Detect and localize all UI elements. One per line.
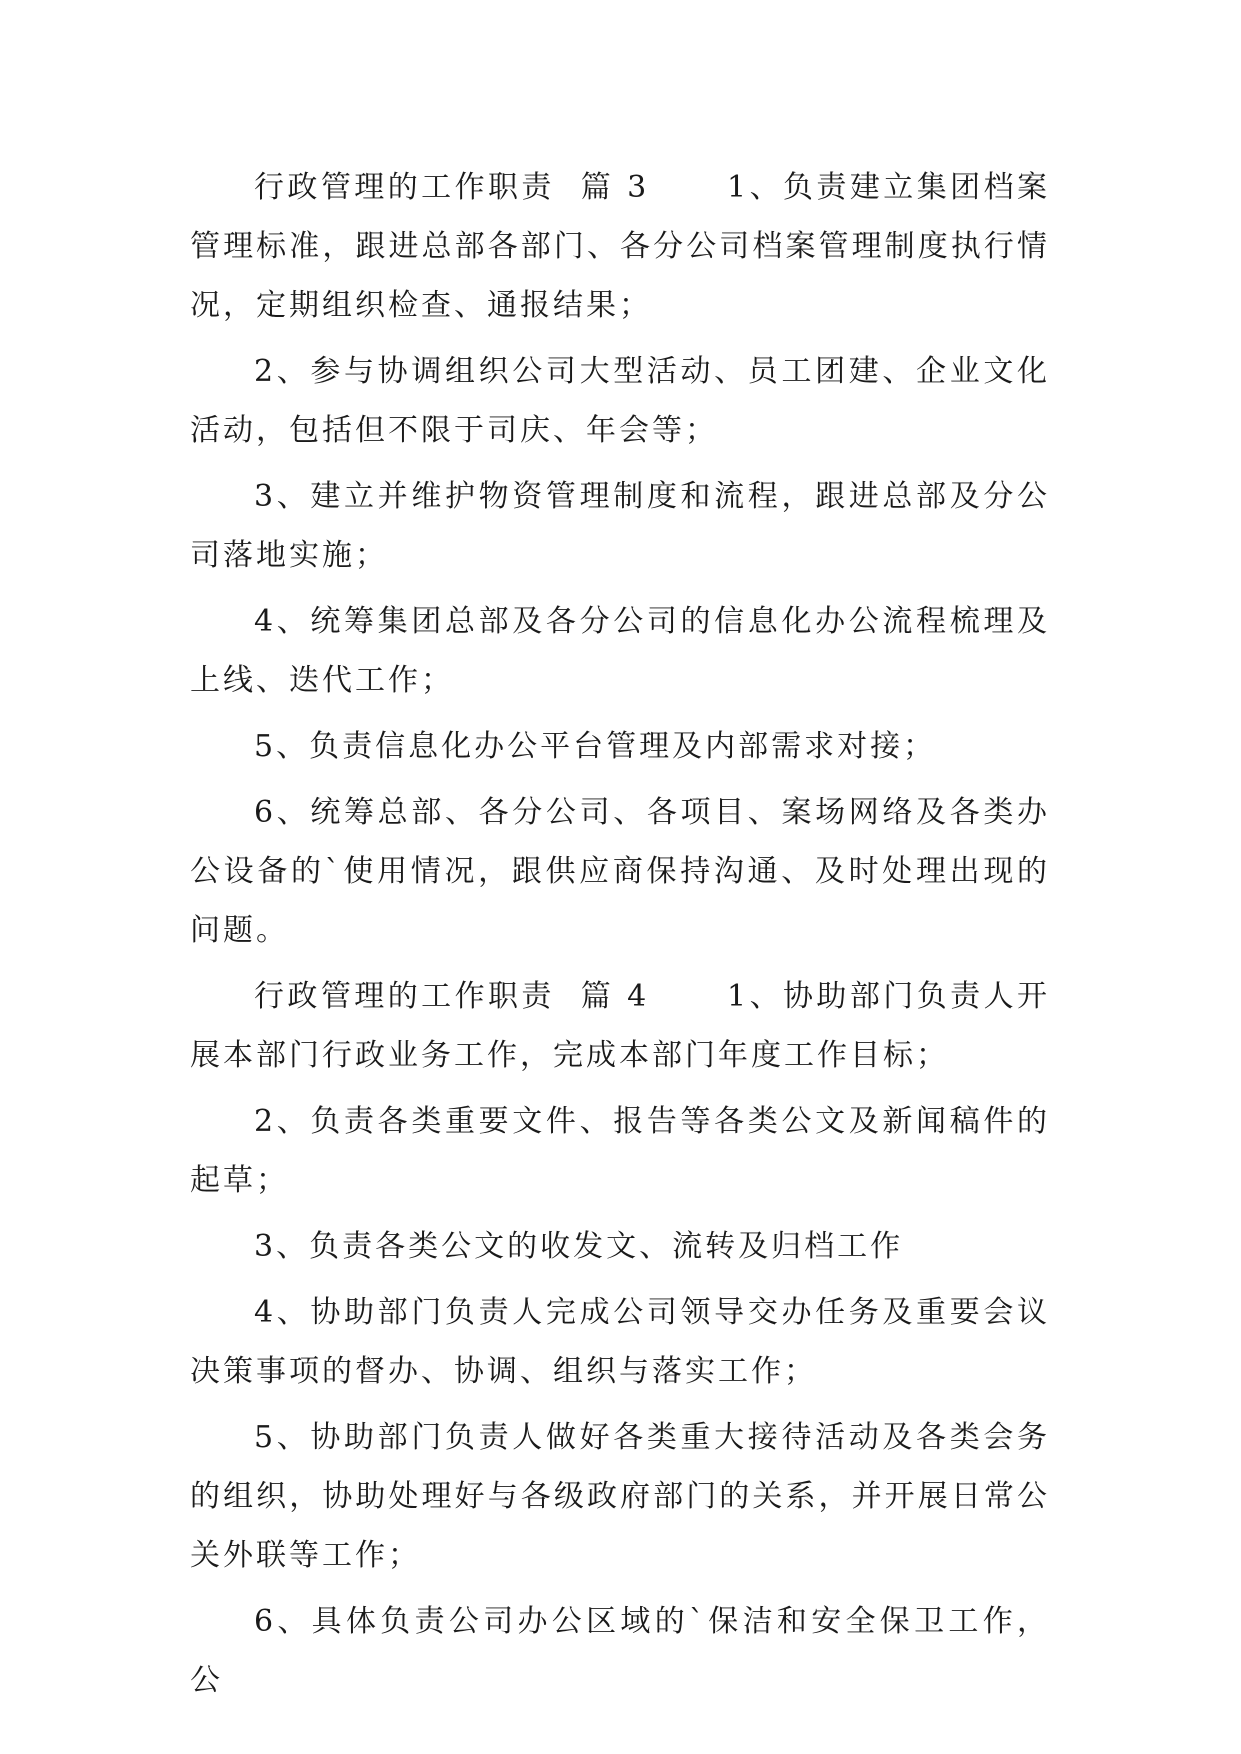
paragraph-section3-item3: 3、建立并维护物资管理制度和流程，跟进总部及分公司落地实施； (190, 479, 1050, 573)
paragraph-section4-item4: 4、协助部门负责人完成公司领导交办任务及重要会议决策事项的督办、协调、组织与落实工作； (190, 1295, 1050, 1389)
paragraph-section3-item4: 4、统筹集团总部及各分公司的信息化办公流程梳理及上线、迭代工作； (190, 604, 1050, 698)
paragraph-section4-item2: 2、负责各类重要文件、报告等各类公文及新闻稿件的起草； (190, 1104, 1050, 1198)
paragraph-section4-item3: 3、负责各类公文的收发文、流转及归档工作 (254, 1229, 904, 1264)
document-body (190, 158, 1050, 1717)
paragraph-section3-item6: 6、统筹总部、各分公司、各项目、案场网络及各类办公设备的`使用情况，跟供应商保持沟通、及时处理出现的问题。 (190, 795, 1050, 948)
paragraph-section3-item5: 5、负责信息化办公平台管理及内部需求对接； (254, 729, 937, 764)
paragraph-section3-intro-item1: 行政管理的工作职责 篇 3 1、负责建立集团档案管理标准，跟进总部各部门、各分公司档案管理制度执行情况，定期组织检查、通报结果； (190, 170, 1050, 323)
paragraph-section3-item2: 2、参与协调组织公司大型活动、员工团建、企业文化活动，包括但不限于司庆、年会等； (190, 354, 1050, 448)
paragraph-section4-item6: 6、具体负责公司办公区域的`保洁和安全保卫工作，公 (190, 1604, 1050, 1698)
paragraph-section4-intro-item1: 行政管理的工作职责 篇 4 1、协助部门负责人开展本部门行政业务工作，完成本部门年度工作目标； (190, 979, 1050, 1073)
paragraph-section4-item5: 5、协助部门负责人做好各类重大接待活动及各类会务的组织，协助处理好与各级政府部门的关系，并开展日常公关外联等工作； (190, 1420, 1050, 1573)
